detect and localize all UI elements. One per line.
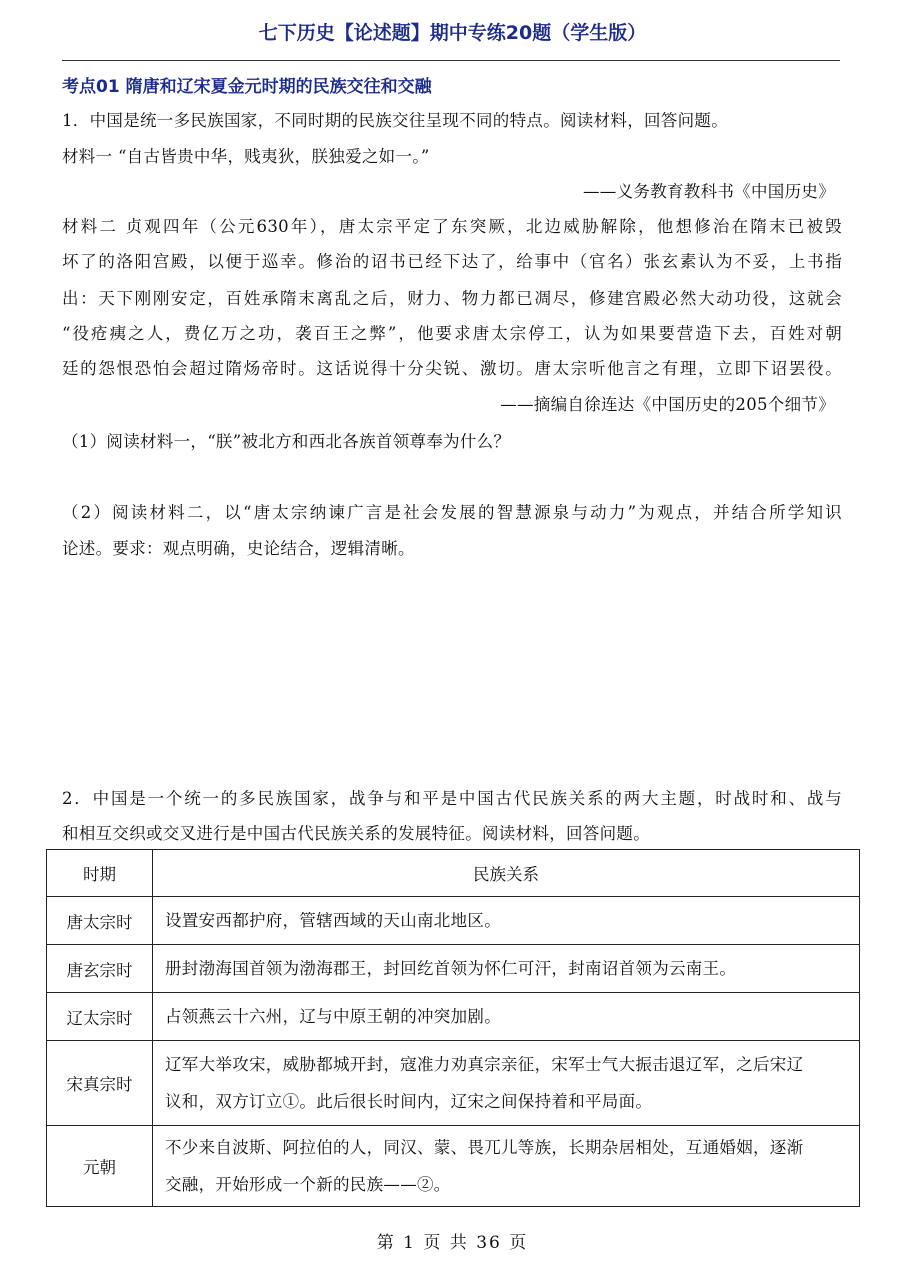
relation-line: 辽军大举攻宋，威胁都城开封，寇准力劝真宗亲征，宋军士气大振击退辽军，之后宋辽 — [165, 1055, 804, 1074]
header-relations: 民族关系 — [153, 850, 860, 897]
relation-cell — [153, 1126, 860, 1207]
header-period: 时期 — [47, 850, 153, 897]
q1-material2-line: 廷的怨恨恐怕会超过隋炀帝时。这话说得十分尖锐、激切。唐太宗听他言之有理，立即下诏罢役。 — [62, 359, 842, 378]
ethnic-relations-table — [46, 849, 860, 1207]
relation-cell — [153, 993, 860, 1041]
q1-material2-line: 出：天下刚刚安定，百姓承隋末离乱之后，财力、物力都已凋尽，修建宫殿必然大动功役，这就会 — [62, 289, 842, 308]
relation-cell — [153, 945, 860, 993]
period-cell: 宋真宗时 — [47, 1041, 153, 1126]
table-row — [47, 993, 860, 1041]
q2-intro-line: 和相互交织或交叉进行是中国古代民族关系的发展特征。阅读材料，回答问题。 — [62, 824, 650, 843]
table-header-row — [47, 850, 860, 897]
relation-line: 不少来自波斯、阿拉伯的人，同汉、蒙、畏兀儿等族，长期杂居相处，互通婚姻，逐渐 — [165, 1138, 804, 1157]
period-cell: 元朝 — [47, 1126, 153, 1207]
q1-source2: ——摘编自徐连达《中国历史的205个细节》 — [500, 395, 835, 414]
q1-subquestion-2-line: 论述。要求：观点明确，史论结合，逻辑清晰。 — [62, 539, 415, 558]
table-row — [47, 1041, 860, 1126]
period-cell: 辽太宗时 — [47, 993, 153, 1041]
page-footer: 第 1 页 共 36 页 — [376, 1233, 529, 1253]
q1-source1: ——义务教育教科书《中国历史》 — [583, 182, 835, 201]
document-header: 七下历史【论述题】期中专练20题（学生版） — [258, 22, 647, 44]
relation-cell — [153, 1041, 860, 1126]
table-row — [47, 945, 860, 993]
q2-intro-line: 2．中国是一个统一的多民族国家，战争与和平是中国古代民族关系的两大主题，时战时和、战与 — [62, 789, 842, 808]
section-title: 考点01 隋唐和辽宋夏金元时期的民族交往和交融 — [62, 77, 432, 97]
header-divider — [62, 60, 840, 61]
q1-subquestion-1: （1）阅读材料一，“朕”被北方和西北各族首领尊奉为什么？ — [62, 432, 511, 451]
table-row — [47, 897, 860, 945]
period-cell: 唐玄宗时 — [47, 945, 153, 993]
q1-intro: 1．中国是统一多民族国家，不同时期的民族交往呈现不同的特点。阅读材料，回答问题。 — [62, 111, 728, 130]
table-row — [47, 1126, 860, 1207]
period-cell: 唐太宗时 — [47, 897, 153, 945]
relation-line: 议和，双方订立①。此后很长时间内，辽宋之间保持着和平局面。 — [165, 1092, 653, 1111]
relation-line: 占领燕云十六州，辽与中原王朝的冲突加剧。 — [165, 1007, 501, 1026]
relation-line: 设置安西都护府，管辖西域的天山南北地区。 — [165, 911, 501, 930]
q1-material2-line: 坏了的洛阳宫殿，以便于巡幸。修治的诏书已经下达了，给事中（官名）张玄素认为不妥，上书指 — [62, 252, 842, 271]
q1-material2-line: 材料二 贞观四年（公元630年），唐太宗平定了东突厥，北边威胁解除，他想修治在隋末已被毁 — [62, 217, 842, 236]
q1-material2-line: “役疮痍之人，费亿万之功，袭百王之弊”，他要求唐太宗停工，认为如果要营造下去，百姓对朝 — [62, 324, 842, 343]
relation-line: 交融，开始形成一个新的民族——②。 — [165, 1175, 451, 1194]
relation-line: 册封渤海国首领为渤海郡王，封回纥首领为怀仁可汗，封南诏首领为云南王。 — [165, 959, 737, 978]
relation-cell — [153, 897, 860, 945]
q1-subquestion-2-line: （2）阅读材料二，以“唐太宗纳谏广言是社会发展的智慧源泉与动力”为观点，并结合所学知识 — [62, 503, 842, 522]
q1-material1: 材料一 “自古皆贵中华，贱夷狄，朕独爱之如一。” — [62, 147, 430, 166]
